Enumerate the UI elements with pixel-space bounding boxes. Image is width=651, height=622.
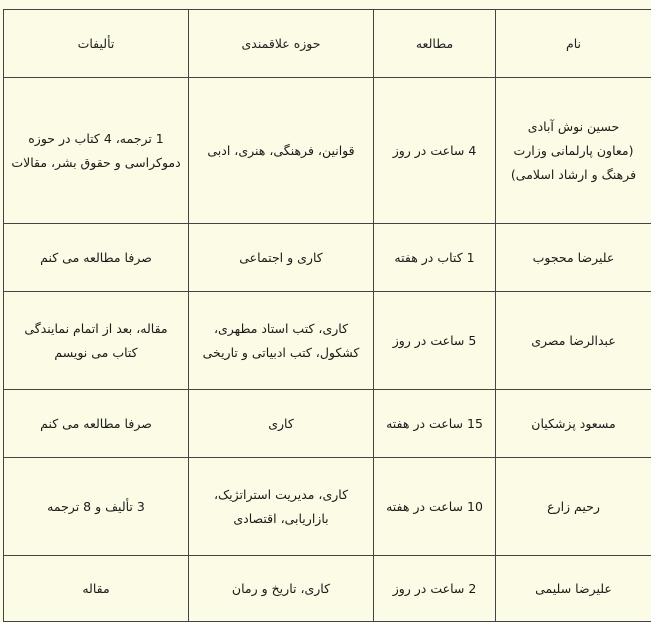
cell-works: 3 تألیف و 8 ترجمه xyxy=(4,458,189,556)
cell-name: علیرضا محجوب xyxy=(496,224,651,292)
cell-works: 1 ترجمه، 4 کتاب در حوزه دموکراسی و حقوق بشر، مقالات xyxy=(4,78,189,224)
cell-works: مقاله، بعد از اتمام نمایندگی کتاب می نویسم xyxy=(4,292,189,390)
cell-study: 2 ساعت در روز xyxy=(374,556,496,622)
table-row xyxy=(4,292,651,390)
table-row xyxy=(4,78,651,224)
cell-name: مسعود پزشکیان xyxy=(496,390,651,458)
cell-study: 10 ساعت در هفته xyxy=(374,458,496,556)
cell-name: عبدالرضا مصری xyxy=(496,292,651,390)
table-header-row xyxy=(4,10,651,78)
cell-works: مقاله xyxy=(4,556,189,622)
cell-works: صرفا مطالعه می کنم xyxy=(4,390,189,458)
cell-study: 1 کتاب در هفته xyxy=(374,224,496,292)
table-row xyxy=(4,224,651,292)
table-row xyxy=(4,458,651,556)
table-row xyxy=(4,556,651,622)
cell-interest: کاری xyxy=(189,390,374,458)
header-study: مطالعه xyxy=(374,10,496,78)
cell-interest: کاری، کتب استاد مطهری، کشکول، کتب ادبیاتی و تاریخی xyxy=(189,292,374,390)
cell-name: رحیم زارع xyxy=(496,458,651,556)
cell-works: صرفا مطالعه می کنم xyxy=(4,224,189,292)
header-name: نام xyxy=(496,10,651,78)
cell-study: 15 ساعت در هفته xyxy=(374,390,496,458)
representatives-reading-table xyxy=(3,9,651,622)
header-works: تألیفات xyxy=(4,10,189,78)
header-interest: حوزه علاقمندی xyxy=(189,10,374,78)
table-row xyxy=(4,390,651,458)
cell-interest: قوانین، فرهنگی، هنری، ادبی xyxy=(189,78,374,224)
cell-name: حسین نوش آبادی (معاون پارلمانی وزارت فرهنگ و ارشاد اسلامی) xyxy=(496,78,651,224)
cell-interest: کاری، مدیریت استراتژیک، بازاریابی، اقتصادی xyxy=(189,458,374,556)
cell-study: 5 ساعت در روز xyxy=(374,292,496,390)
cell-interest: کاری و اجتماعی xyxy=(189,224,374,292)
cell-study: 4 ساعت در روز xyxy=(374,78,496,224)
cell-interest: کاری، تاریخ و رمان xyxy=(189,556,374,622)
cell-name: علیرضا سلیمی xyxy=(496,556,651,622)
